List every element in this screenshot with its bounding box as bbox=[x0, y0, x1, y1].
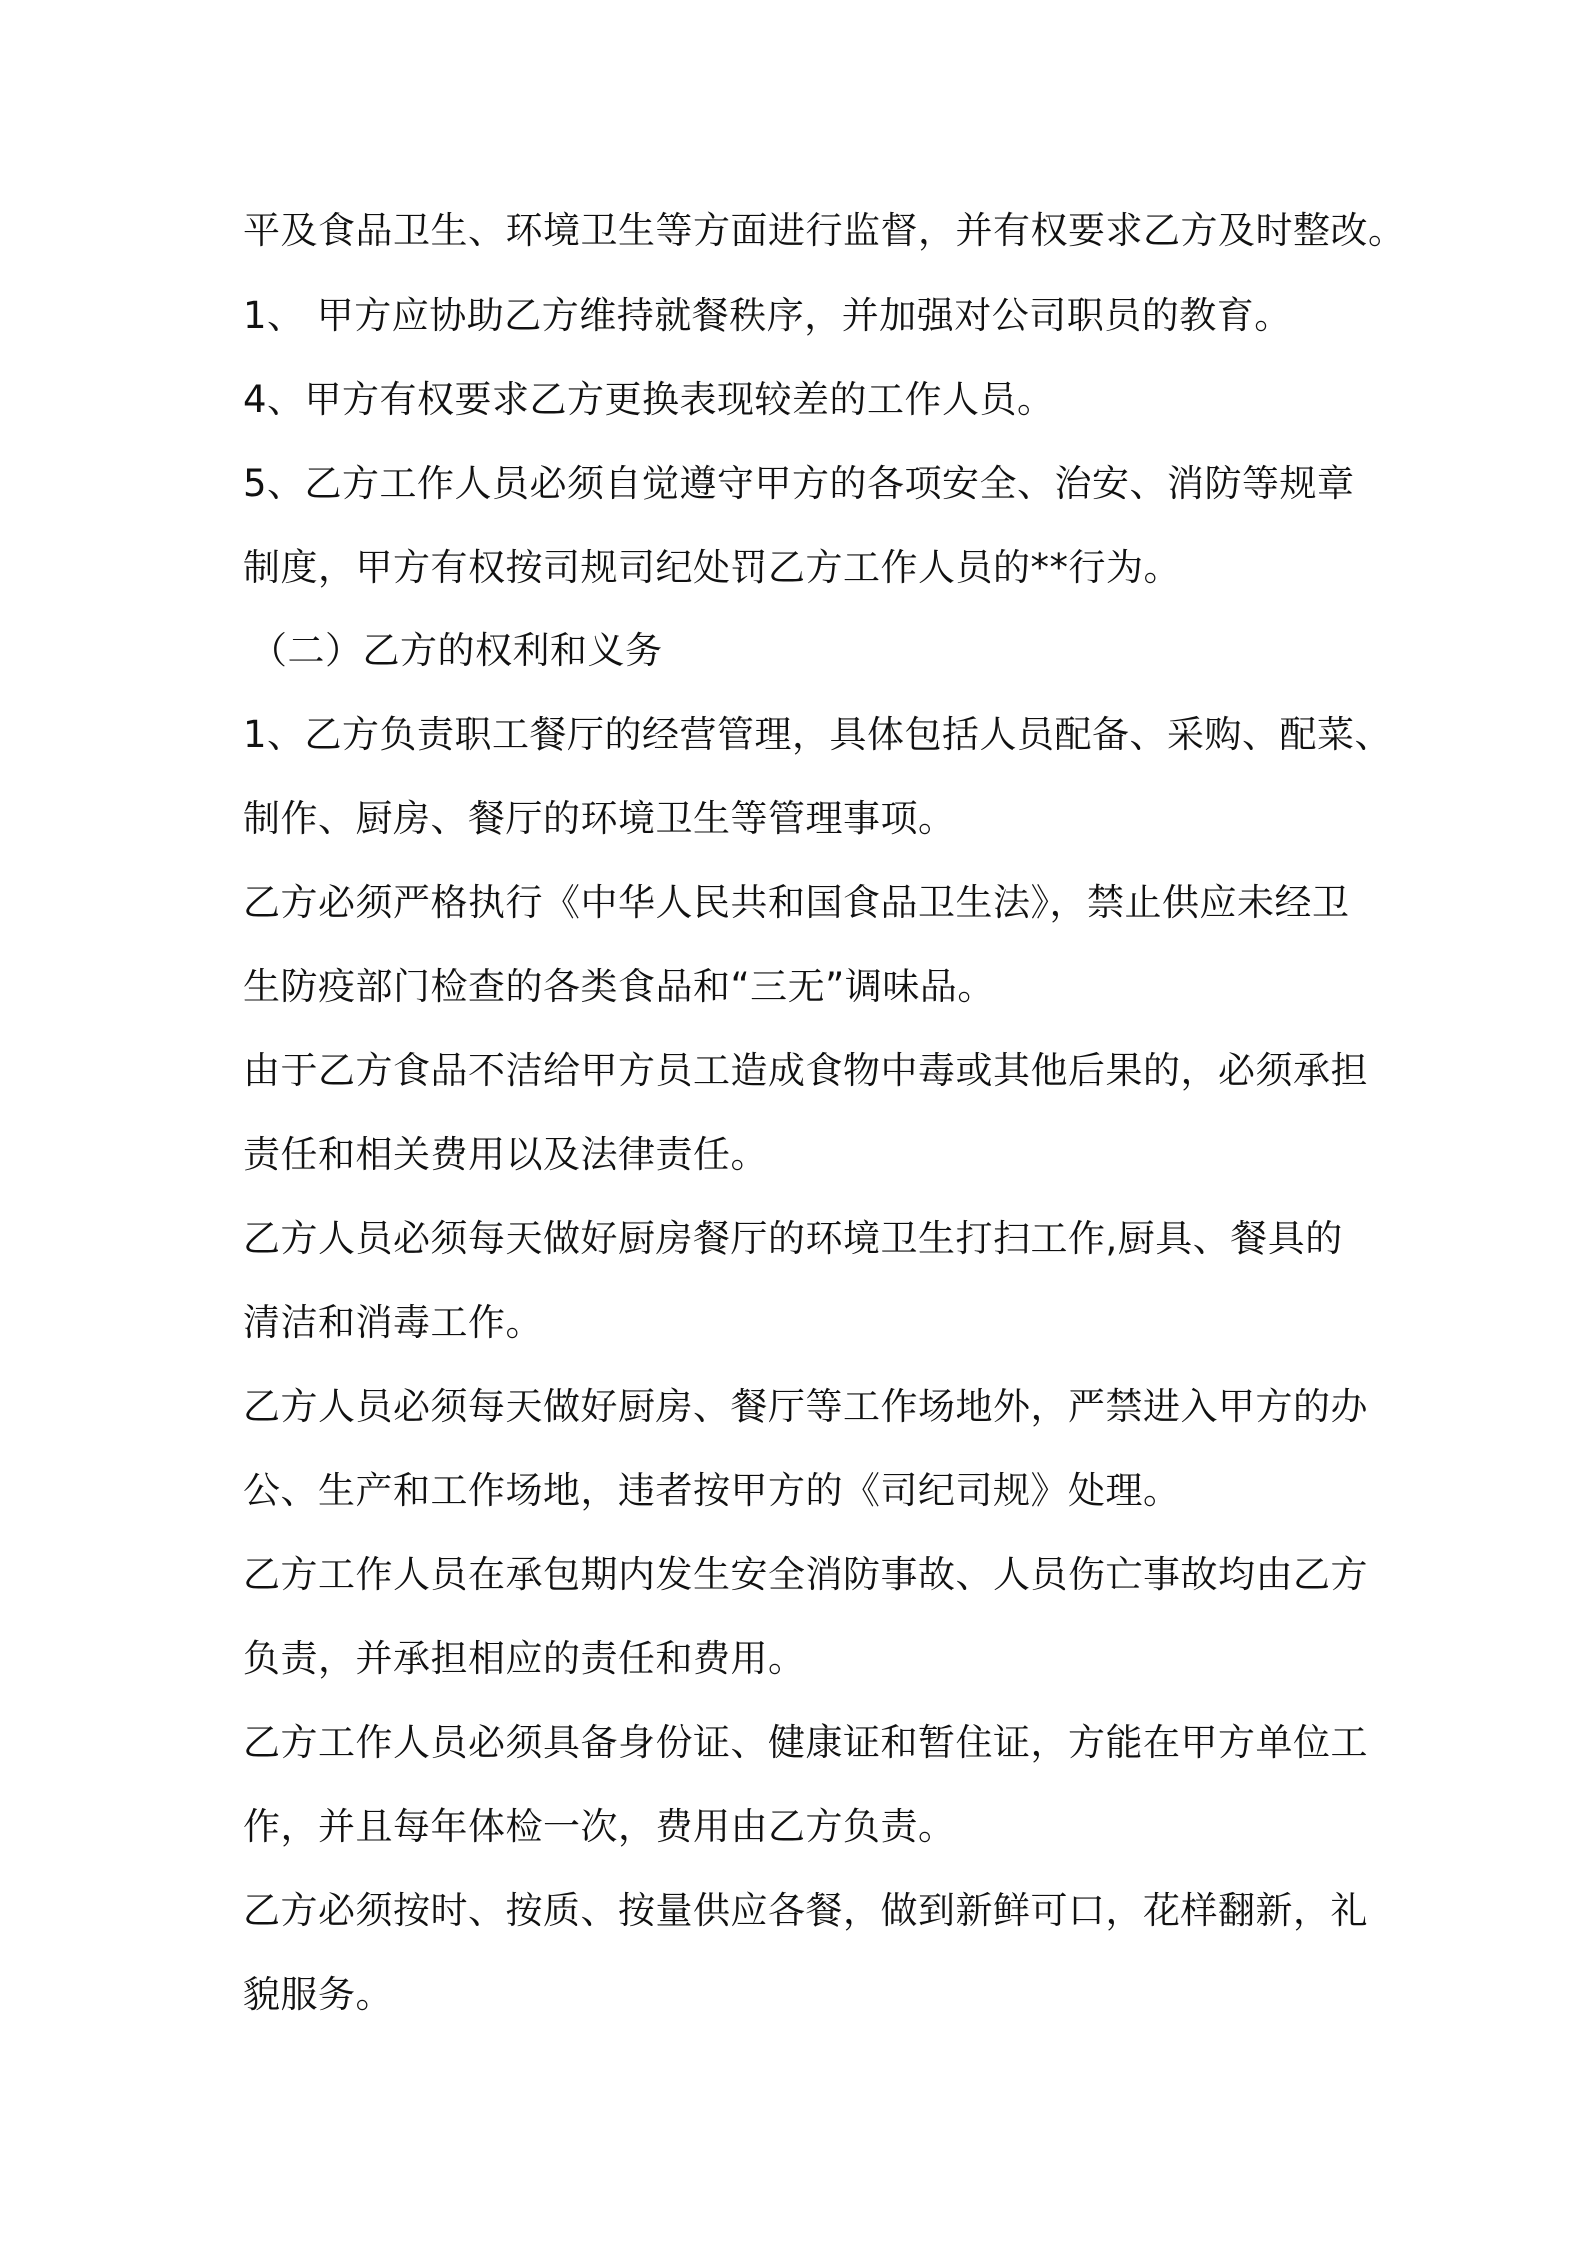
text-line: 乙方工作人员必须具备身份证、健康证和暂住证，方能在甲方单位工 bbox=[243, 1721, 1368, 1764]
text-line: 4、甲方有权要求乙方更换表现较差的工作人员。 bbox=[243, 378, 1055, 421]
text-line: 作，并且每年体检一次，费用由乙方负责。 bbox=[243, 1805, 956, 1848]
text-line: 乙方必须按时、按质、按量供应各餐，做到新鲜可口，花样翻新，礼 bbox=[243, 1889, 1368, 1932]
text-line: 乙方必须严格执行《中华人民共和国食品卫生法》，禁止供应未经卫 bbox=[243, 881, 1350, 924]
text-line: 公、生产和工作场地，违者按甲方的《司纪司规》处理。 bbox=[243, 1469, 1181, 1512]
text-line: 制度，甲方有权按司规司纪处罚乙方工作人员的**行为。 bbox=[243, 546, 1181, 589]
text-line: 貌服务。 bbox=[243, 1973, 393, 2016]
text-line: 乙方人员必须每天做好厨房餐厅的环境卫生打扫工作,厨具、餐具的 bbox=[243, 1217, 1343, 1260]
section-heading: （二）乙方的权利和义务 bbox=[250, 629, 663, 672]
text-line: 清洁和消毒工作。 bbox=[243, 1301, 543, 1344]
text-line: 平及食品卫生、环境卫生等方面进行监督，并有权要求乙方及时整改。 bbox=[243, 209, 1406, 252]
text-line: 乙方工作人员在承包期内发生安全消防事故、人员伤亡事故均由乙方 bbox=[243, 1553, 1368, 1596]
text-line: 责任和相关费用以及法律责任。 bbox=[243, 1133, 768, 1176]
text-line: 制作、厨房、餐厅的环境卫生等管理事项。 bbox=[243, 797, 956, 840]
text-line: 负责，并承担相应的责任和费用。 bbox=[243, 1637, 806, 1680]
text-line: 生防疫部门检查的各类食品和“三无”调味品。 bbox=[243, 965, 995, 1008]
text-line: 1、 甲方应协助乙方维持就餐秩序，并加强对公司职员的教育。 bbox=[243, 294, 1292, 337]
text-line: 5、乙方工作人员必须自觉遵守甲方的各项安全、治安、消防等规章 bbox=[243, 462, 1355, 505]
text-line: 由于乙方食品不洁给甲方员工造成食物中毒或其他后果的，必须承担 bbox=[243, 1049, 1368, 1092]
text-line: 1、乙方负责职工餐厅的经营管理，具体包括人员配备、采购、配菜、 bbox=[243, 713, 1393, 756]
text-line: 乙方人员必须每天做好厨房、餐厅等工作场地外，严禁进入甲方的办 bbox=[243, 1385, 1368, 1428]
